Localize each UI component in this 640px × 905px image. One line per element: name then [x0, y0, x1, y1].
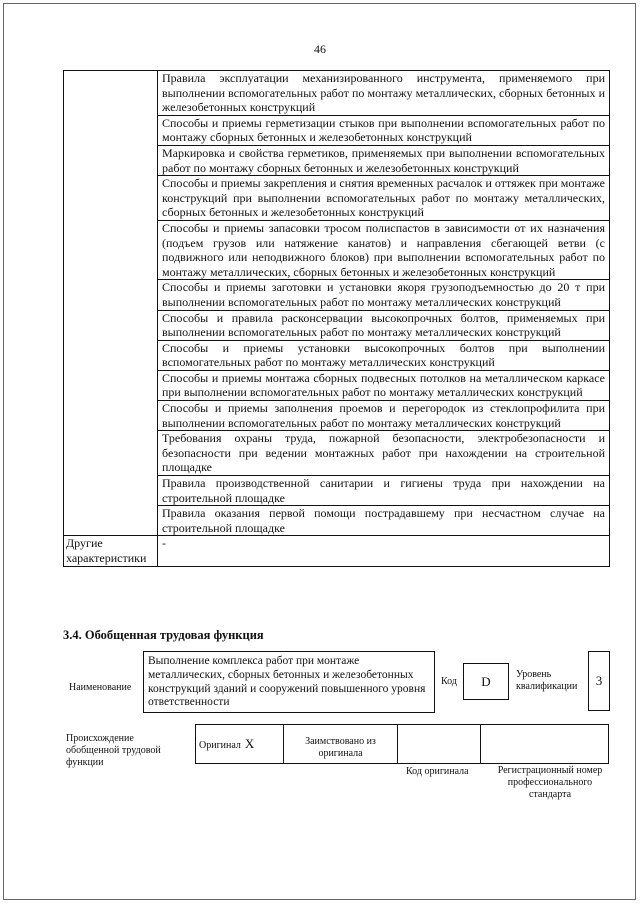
- reg-number-label: Регистрационный номер профессионального стандарта: [497, 765, 603, 800]
- requirement-text: Правила эксплуатации механизированного инструмента, применяемого при выполнении вспомогательных работ по монтажу металлических, сборных бетонных и железобетонных конструкций: [158, 71, 610, 116]
- borrowed-label: Заимствовано из оригинала: [305, 736, 376, 759]
- requirement-text: Маркировка и свойства герметиков, применяемых при выполнении вспомогательных работ по монтажу сборных бетонных и железобетонных конструкций: [158, 145, 610, 175]
- requirements-table: [63, 70, 610, 567]
- origin-table: [195, 724, 609, 764]
- code-original-cell: [398, 725, 481, 764]
- requirement-text: Правила производственной санитарии и гигиены труда при нахождении на строительной площадке: [158, 476, 610, 506]
- requirement-text: Требования охраны труда, пожарной безопасности, электробезопасности и безопасности при ведении монтажных работ при нахождении на строительной площадке: [158, 431, 610, 476]
- table-row: [64, 536, 610, 566]
- other-characteristics-label: Другие характеристики: [64, 536, 158, 566]
- requirement-text: Способы и приемы монтажа сборных подвесных потолков на металлическом каркасе при выполнении вспомогательных работ по монтажу металлических конструкций: [158, 370, 610, 400]
- requirement-text: Способы и приемы заготовки и установки якоря грузоподъемностью до 20 т при выполнении вспомогательных работ по монтажу металлических конструкций: [158, 280, 610, 310]
- reg-number-cell: [481, 725, 609, 764]
- code-original-label: Код оригинала: [406, 766, 469, 777]
- requirement-text: Способы и приемы заполнения проемов и перегородок из стеклопрофилита при выполнении вспомогательных работ по монтажу металлических конструкций: [158, 401, 610, 431]
- requirement-text: Правила оказания первой помощи пострадавшему при несчастном случае на строительной площадке: [158, 506, 610, 536]
- qualification-level-value: 3: [588, 651, 610, 711]
- requirement-text: Способы и приемы установки высокопрочных болтов при выполнении вспомогательных работ по монтажу металлических конструкций: [158, 340, 610, 370]
- qualification-level-label: Уровень квалификации: [516, 669, 578, 692]
- name-label: Наименование: [69, 682, 132, 693]
- requirement-text: Способы и приемы закрепления и снятия временных расчалок и оттяжек при монтаже конструкций при выполнении вспомогательных работ по монтажу металлических, сборных бетонных и железобетонных конструкций: [158, 176, 610, 221]
- borrowed-cell: [284, 725, 398, 764]
- original-cell: [196, 725, 284, 764]
- table-row: [196, 725, 609, 764]
- other-characteristics-value: -: [158, 536, 610, 566]
- original-label: Оригинал: [199, 740, 241, 751]
- empty-label-cell: [64, 71, 158, 536]
- table-row: [64, 71, 610, 116]
- original-mark: X: [244, 736, 255, 751]
- code-label: Код: [441, 676, 457, 687]
- page-number: 46: [314, 42, 326, 56]
- section-title: 3.4. Обобщенная трудовая функция: [63, 628, 264, 642]
- requirement-text: Способы и приемы запасовки тросом полиспастов в зависимости от их назначения (подъем грузов или натяжение канатов) и направления сбегающей ветви (с подвижного или неподвижного блоков) при выполнении вспомогательных работ по монтажу металлических, сборных бетонных и железобетонных конструкций: [158, 220, 610, 279]
- requirement-text: Способы и правила расконсервации высокопрочных болтов, применяемых при выполнении вспомогательных работ по монтажу металлических конструкций: [158, 310, 610, 340]
- general-function-name: Выполнение комплекса работ при монтаже металлических, сборных бетонных и железобетонных конструкций зданий и сооружений повышенного уровня ответственности: [143, 651, 435, 713]
- code-value: D: [463, 663, 509, 700]
- origin-label: Происхождение обобщенной трудовой функции: [66, 733, 161, 768]
- requirement-text: Способы и приемы герметизации стыков при выполнении вспомогательных работ по монтажу сборных бетонных и железобетонных конструкций: [158, 115, 610, 145]
